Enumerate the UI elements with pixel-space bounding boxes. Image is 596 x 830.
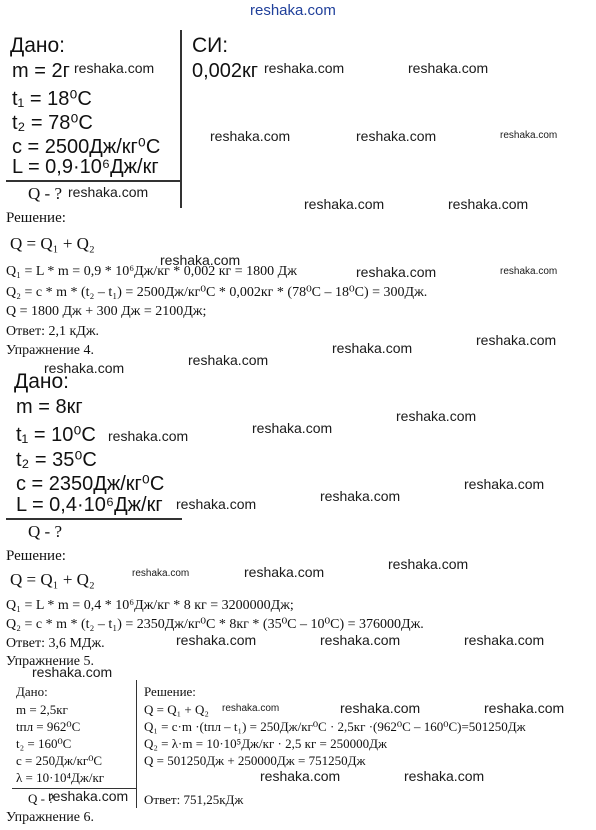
- watermark: reshaka.com: [404, 768, 485, 784]
- watermark: reshaka.com: [252, 420, 333, 436]
- solution-line-q1: Q₁ = L * m = 0,4 * 10⁶Дж/кг * 8 кг = 3200000Дж;: [6, 598, 294, 613]
- watermark: reshaka.com: [476, 332, 557, 348]
- watermark: reshaka.com: [356, 128, 437, 144]
- watermark: reshaka.com: [500, 266, 558, 277]
- si-title: СИ:: [192, 34, 229, 57]
- find-text: Q - ?: [28, 791, 54, 806]
- watermark: reshaka.com: [320, 488, 401, 504]
- solution-title: Решение:: [144, 684, 196, 699]
- find-text: Q - ?: [28, 522, 62, 541]
- exercise-4-title: Упражнение 4.: [6, 343, 94, 358]
- watermark: reshaka.com: [160, 252, 241, 268]
- watermark: reshaka.com: [464, 632, 545, 648]
- watermark: reshaka.com: [304, 196, 385, 212]
- given-c: с = 250Дж/кг⁰С: [16, 753, 103, 768]
- watermark: reshaka.com: [176, 496, 257, 512]
- watermark: reshaka.com: [108, 428, 189, 444]
- given-tmelt: tпл = 962⁰С: [16, 719, 81, 734]
- given-t2: t₂ = 35⁰С: [16, 449, 97, 471]
- given-L: L = 0,9·10⁶Дж/кг: [12, 156, 159, 178]
- given-solution-divider: [136, 680, 137, 808]
- watermark: reshaka.com: [396, 408, 477, 424]
- watermark: reshaka.com: [260, 768, 341, 784]
- watermark: reshaka.com: [132, 568, 190, 579]
- watermark: reshaka.com: [210, 128, 291, 144]
- exercise-5-title: Упражнение 5.: [6, 654, 94, 669]
- solution-line-q: Q = 501250Дж + 250000Дж = 751250Дж: [144, 753, 366, 768]
- solution-formula: Q = Q₁ + Q₂: [144, 702, 209, 717]
- answer-text: Ответ: 3,6 МДж.: [6, 636, 105, 651]
- solution-line-q: Q = 1800 Дж + 300 Дж = 2100Дж;: [6, 304, 207, 319]
- watermark: reshaka.com: [244, 564, 325, 580]
- solution-formula: Q = Q₁ + Q₂: [10, 570, 95, 589]
- answer-text: Ответ: 751,25кДж: [144, 792, 244, 807]
- solution-line-q1: Q₁ = c·m ·(tпл – t₁) = 250Дж/кг⁰С · 2,5кг ·(962⁰С – 160⁰С)=501250Дж: [144, 719, 526, 734]
- find-text: Q - ?: [28, 184, 62, 203]
- given-t2: t₂ = 78⁰С: [12, 112, 93, 134]
- watermark: reshaka.com: [44, 360, 125, 376]
- solution-line-q2: Q₂ = c * m * (t₂ – t₁) = 2500Дж/кг⁰С * 0,002кг * (78⁰С – 18⁰С) = 300Дж.: [6, 285, 428, 300]
- watermark: reshaka.com: [320, 632, 401, 648]
- given-L: L = 0,4·10⁶Дж/кг: [16, 494, 163, 516]
- watermark: reshaka.com: [484, 700, 565, 716]
- given-mass: m = 2,5кг: [16, 702, 68, 717]
- watermark: reshaka.com: [332, 340, 413, 356]
- given-mass: m = 2г: [12, 60, 70, 82]
- solution-formula: Q = Q₁ + Q₂: [10, 234, 95, 253]
- given-find-divider: [6, 180, 182, 182]
- watermark: reshaka.com: [48, 788, 129, 804]
- watermark: reshaka.com: [500, 130, 558, 141]
- given-t2: t₂ = 160⁰С: [16, 736, 72, 751]
- watermark-top: reshaka.com: [250, 2, 336, 19]
- watermark: reshaka.com: [464, 476, 545, 492]
- watermark: reshaka.com: [408, 60, 489, 76]
- solution-line-q1: Q₁ = L * m = 0,9 * 10⁶Дж/кг * 0,002 кг = 1800 Дж: [6, 264, 297, 279]
- given-t1: t₁ = 10⁰С: [16, 424, 96, 446]
- given-t1: t₁ = 18⁰С: [12, 88, 92, 110]
- given-c: с = 2350Дж/кг⁰С: [16, 473, 165, 495]
- watermark: reshaka.com: [68, 184, 149, 200]
- given-c: с = 2500Дж/кг⁰С: [12, 136, 161, 158]
- solution-line-q2: Q₂ = λ·m = 10·10⁵Дж/кг · 2,5 кг = 250000Дж: [144, 736, 387, 751]
- watermark: reshaka.com: [32, 664, 113, 680]
- watermark: reshaka.com: [176, 632, 257, 648]
- given-title: Дано:: [16, 684, 48, 699]
- watermark: reshaka.com: [264, 60, 345, 76]
- given-lambda: λ = 10·10⁴Дж/кг: [16, 770, 105, 785]
- watermark: reshaka.com: [222, 703, 280, 714]
- given-mass: m = 8кг: [16, 396, 83, 418]
- answer-text: Ответ: 2,1 кДж.: [6, 324, 100, 339]
- given-title: Дано:: [10, 34, 66, 57]
- si-value: 0,002кг: [192, 60, 259, 82]
- solution-line-q2: Q₂ = c * m * (t₂ – t₁) = 2350Дж/кг⁰С * 8кг * (35⁰С – 10⁰С) = 376000Дж.: [6, 617, 424, 632]
- watermark: reshaka.com: [340, 700, 421, 716]
- watermark: reshaka.com: [356, 264, 437, 280]
- given-title: Дано:: [14, 370, 70, 393]
- given-find-divider: [6, 518, 182, 520]
- watermark: reshaka.com: [448, 196, 529, 212]
- watermark: reshaka.com: [74, 60, 155, 76]
- watermark: reshaka.com: [388, 556, 469, 572]
- solution-title: Решение:: [6, 548, 66, 564]
- exercise-6-title: Упражнение 6.: [6, 810, 94, 825]
- solution-title: Решение:: [6, 210, 66, 226]
- watermark: reshaka.com: [188, 352, 269, 368]
